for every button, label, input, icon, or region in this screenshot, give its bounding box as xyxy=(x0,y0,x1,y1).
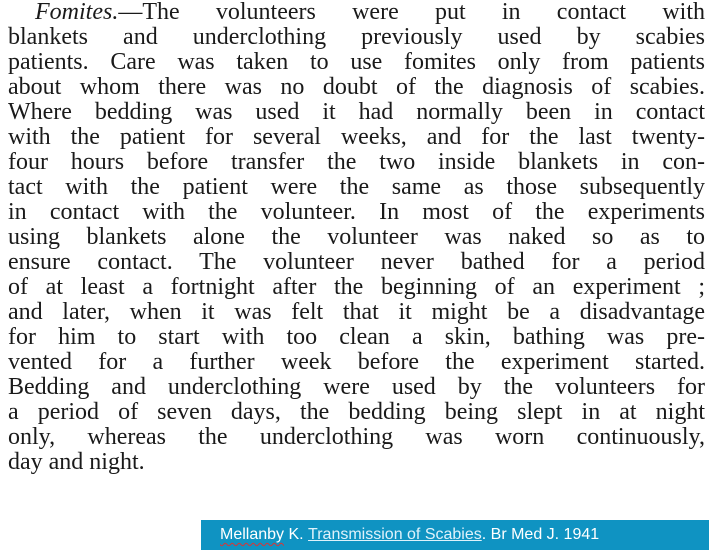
passage-line: a period of seven days, the bedding being slept in at night xyxy=(8,399,705,425)
passage-line: day and night. xyxy=(8,449,145,475)
citation-initial: K. xyxy=(284,526,309,543)
passage-line: only, whereas the underclothing was worn continuously, xyxy=(8,424,705,450)
passage-line: four hours before transfer the two inside blankets in con- xyxy=(8,149,705,175)
citation-banner xyxy=(201,520,709,550)
passage-line: blankets and underclothing previously used by scabies xyxy=(8,24,705,50)
passage-body xyxy=(8,0,705,475)
passage-line: of at least a fortnight after the beginning of an experiment ; xyxy=(8,274,705,300)
citation-title-link[interactable]: Transmission of Scabies xyxy=(308,526,482,543)
passage-line: Bedding and underclothing were used by the volunteers for xyxy=(8,374,705,400)
passage-line: patients. Care was taken to use fomites only from patients xyxy=(8,49,705,75)
run-in-heading: Fomites. xyxy=(35,0,119,25)
passage-line xyxy=(8,0,705,25)
passage-line: about whom there was no doubt of the diagnosis of scabies. xyxy=(8,74,705,100)
passage-line: and later, when it was felt that it might be a disadvantage xyxy=(8,299,705,325)
passage-line: for him to start with too clean a skin, bathing was pre- xyxy=(8,324,705,350)
citation-author: Mellanby xyxy=(220,526,285,543)
passage-line: Where bedding was used it had normally been in contact xyxy=(8,99,705,125)
passage-line: in contact with the volunteer. In most of the experiments xyxy=(8,199,705,225)
passage-line: ensure contact. The volunteer never bathed for a period xyxy=(8,249,705,275)
passage-line: vented for a further week before the experiment started. xyxy=(8,349,705,375)
citation-source: . Br Med J. 1941 xyxy=(481,526,600,543)
passage-line: using blankets alone the volunteer was naked so as to xyxy=(8,224,705,250)
passage-line: with the patient for several weeks, and for the last twenty- xyxy=(8,124,705,150)
passage-line-text: —The volunteers were put in contact with xyxy=(118,0,705,25)
passage-line: tact with the patient were the same as those subsequently xyxy=(8,174,705,200)
